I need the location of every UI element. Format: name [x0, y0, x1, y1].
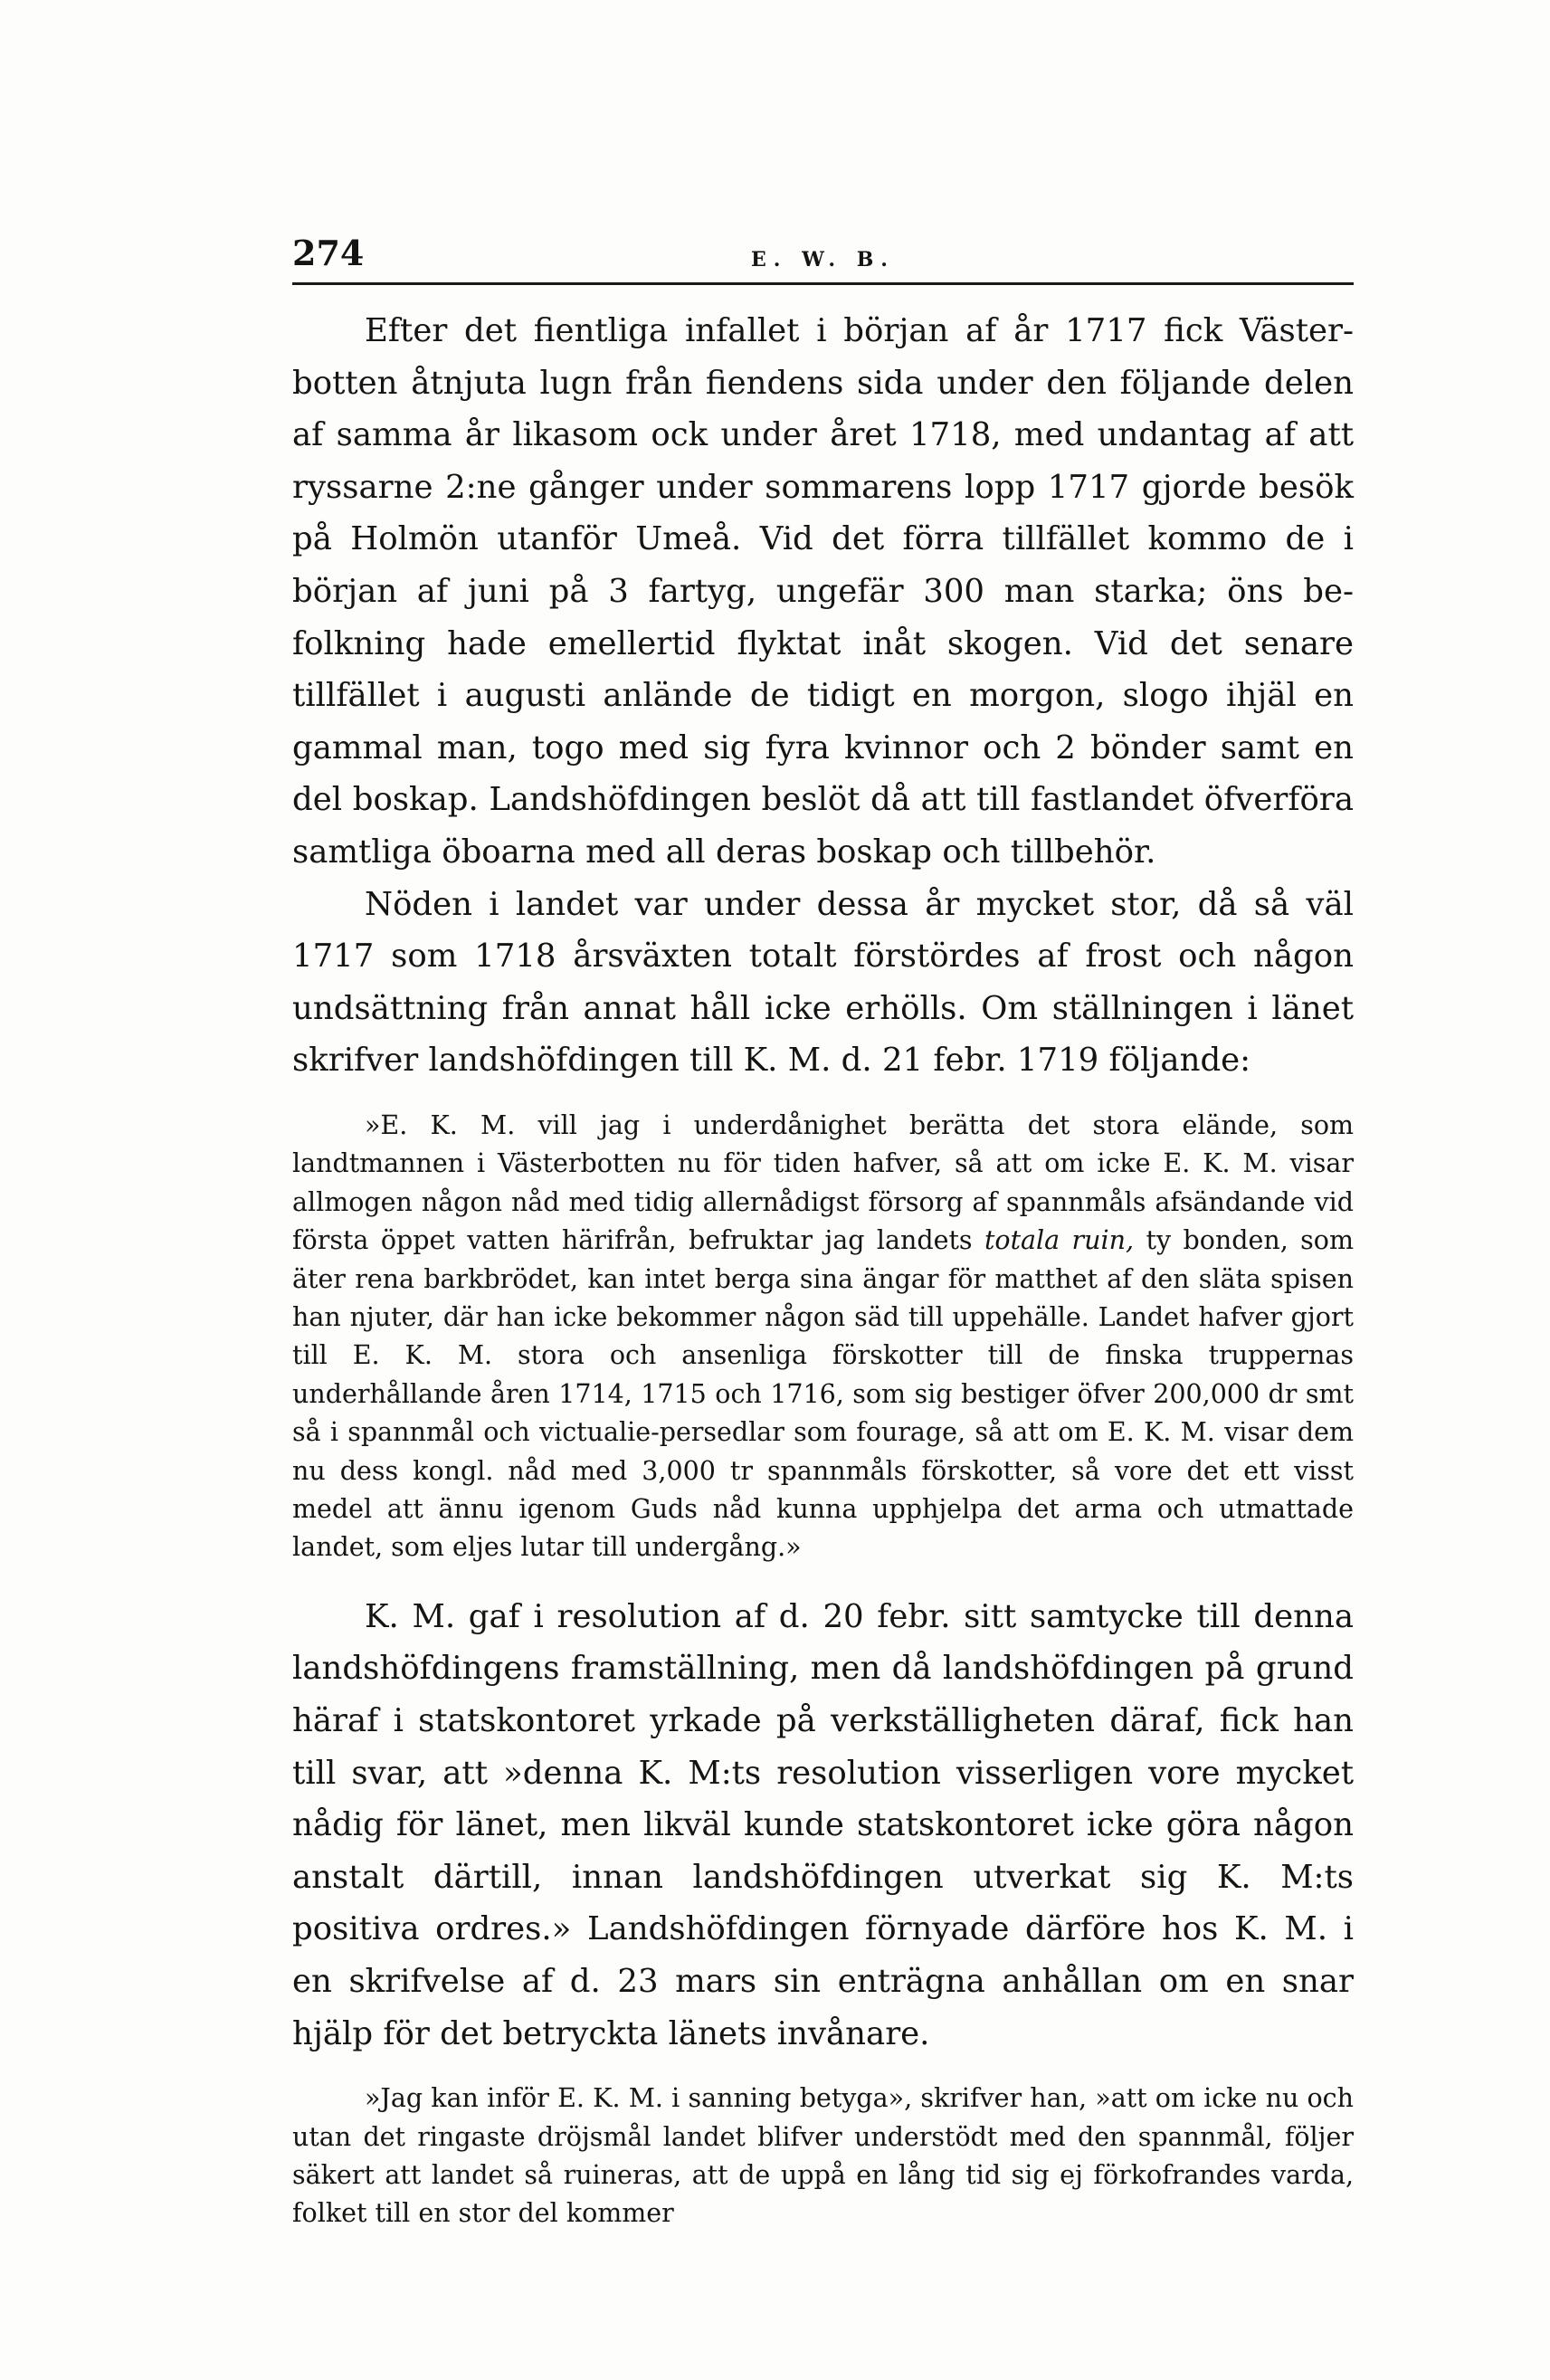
quote-text-after-italic: ty bonden, som äter rena barkbrödet, kan intet berga sina ängar för matthet af den släta spisen han njuter, där han icke bekommer någon säd till uppehälle. Landet hafver gjort till E. K. M. stora och ansenliga förskotter till de finska truppernas underhållande åren 1714, 1715 och 1716, som sig bestiger öfver 200,000 dr smt så i spannmål och victualie-persedlar som fourage, så att om E. K. M. visar dem nu dess kongl. nåd med 3,000 tr spannmåls förskotter, så vore det ett visst medel att ännu igenom Guds nåd kunna upphjelpa det arma och utmattade landet, som eljes lutar till undergång.» — [292, 1225, 1354, 1563]
quote-paragraph-1 — [292, 1107, 1354, 1567]
book-page — [292, 226, 1354, 2257]
page-number: 274 — [292, 233, 365, 273]
body-text-2 — [292, 1591, 1354, 2060]
quote-italic-phrase: totala ruin, — [984, 1225, 1135, 1256]
paragraph-3: K. M. gaf i resolution af d. 20 febr. sitt samtycke till denna landshöfdingens framställning, men då landshöfdingen på grund häraf i statskontoret yrkade på verkställigheten däraf, fick han till svar, att »denna K. M:ts resolution visserligen vore mycket nådig för länet, men likväl kunde statskontoret icke göra någon anstalt därtill, innan landshöfdingen utverkat sig K. M:ts positiva ordres.» Landshöfdingen förnyade därföre hos K. M. i en skrifvelse af d. 23 mars sin enträgna anhållan om en snar hjälp för det betryckta länets invånare. — [292, 1597, 1354, 2052]
quote-text-before-italic: »E. K. M. vill jag i underdånighet berätta det stora elände, som landtmannen i Västerbotten nu för tiden hafver, så att om icke E. K. M. visar allmogen någon nåd med tidig allernådigst försorg af spannmåls afsändande vid första öppet vatten härifrån, befruktar jag landets — [292, 1109, 1354, 1256]
body-text — [292, 305, 1354, 1087]
running-head: E. W. B. — [751, 248, 895, 271]
block-quote-1 — [292, 1107, 1354, 1567]
paragraph-1: Efter det fientliga infallet i början af år 1717 fick Västerbotten åtnjuta lugn från fiendens sida under den följande delen af samma år likasom ock under året 1718, med undantag af att ryssarne 2:ne gånger under sommarens lopp 1717 gjorde besök på Holmön utanför Umeå. Vid det förra tillfället kommo de i början af juni på 3 fartyg, ungefär 300 man starka; öns befolkning hade emellertid flyktat inåt skogen. Vid det senare tillfället i augusti anlände de tidigt en morgon, slogo ihjäl en gammal man, togo med sig fyra kvinnor och 2 bönder samt en del boskap. Landshöfdingen beslöt då att till fastlandet öfverföra samtliga öboarna med all deras boskap och tillbehör. — [292, 312, 1354, 871]
paragraph-2: Nöden i landet var under dessa år mycket stor, då så väl 1717 som 1718 årsväxten totalt förstördes af frost och någon undsättning från annat håll icke erhölls. Om ställningen i länet skrifver landshöfdingen till K. M. d. 21 febr. 1719 följande: — [292, 885, 1354, 1080]
page-header — [292, 226, 1354, 285]
block-quote-2 — [292, 2080, 1354, 2233]
quote-paragraph-2: »Jag kan inför E. K. M. i sanning betyga», skrifver han, »att om icke nu och utan det ringaste dröjsmål landet blifver understödt med den spannmål, följer säkert att landet så ruineras, att de uppå en lång tid sig ej förkofrandes varda, folket till en stor del kommer — [292, 2083, 1354, 2229]
